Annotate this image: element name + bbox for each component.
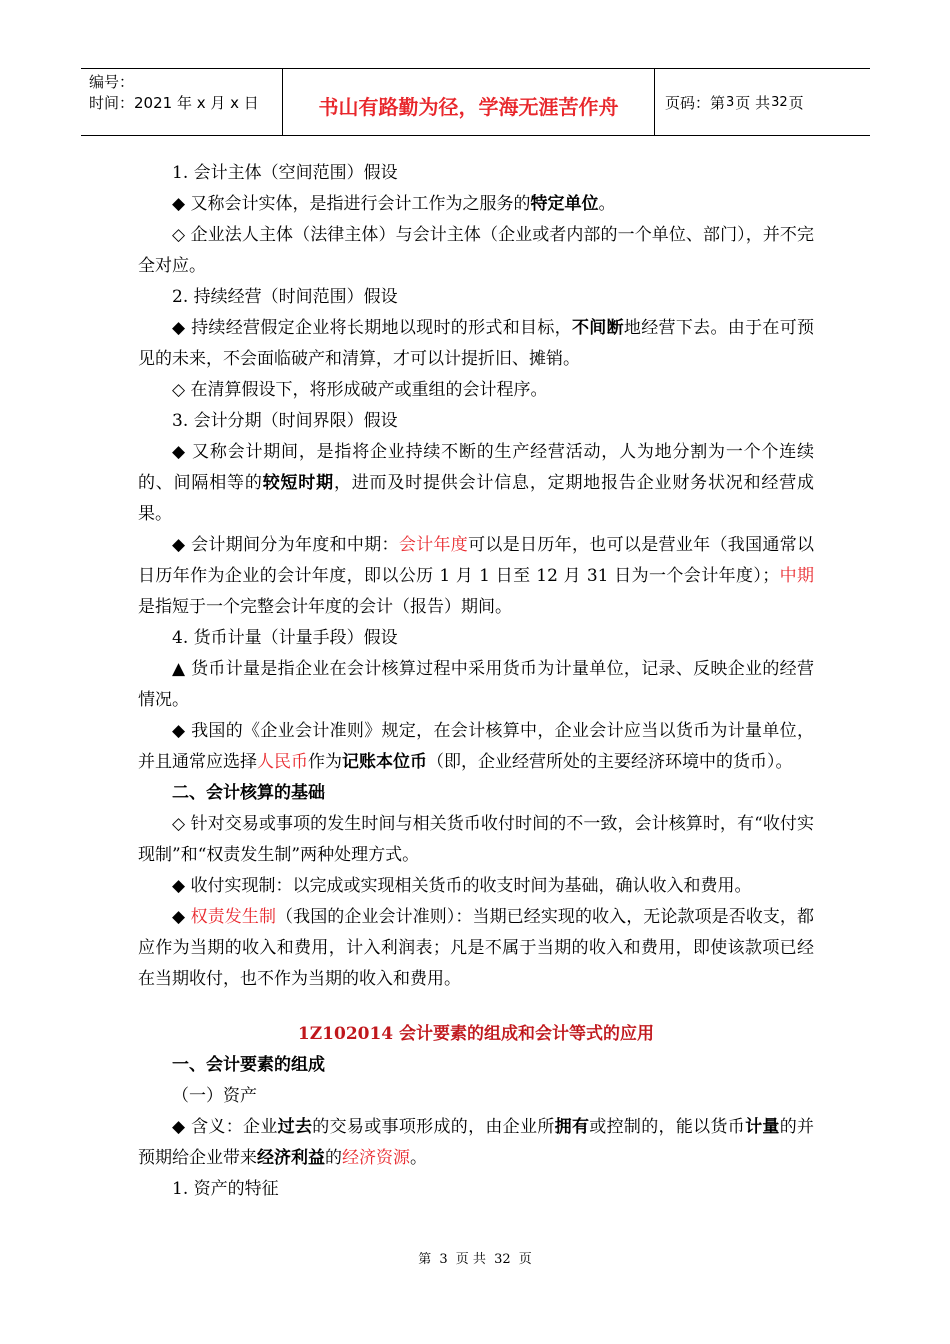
heading-elements: 一、会计要素的组成	[172, 1055, 325, 1075]
bold-term: 拥有	[554, 1117, 590, 1137]
header-motto: 书山有路勤为径，学海无涯苦作舟	[283, 69, 655, 135]
bold-term: 记账本位币	[342, 752, 427, 772]
footer-total-pages: 32	[494, 1252, 511, 1267]
text-span: （即，企业经营所处的主要经济环境中的货币）。	[427, 752, 793, 772]
header-page-current: 3	[726, 94, 735, 110]
bold-term: 计量	[745, 1117, 780, 1137]
text-span: 。	[410, 1148, 427, 1168]
document-body	[138, 158, 814, 1205]
paragraph-period-types	[138, 530, 814, 623]
paragraph-accrual-basis	[138, 902, 814, 995]
section-title: 1Z102014 会计要素的组成和会计等式的应用	[297, 1024, 655, 1044]
subsection-accounting-period: 3. 会计分期（时间界限）假设	[172, 411, 398, 431]
text-span: 地经营下去。由于在可预见的未来，不会面临破产和清算，才可以计提折旧、摊销。	[138, 318, 815, 369]
page-footer	[0, 1248, 950, 1267]
footer-prefix: 第	[418, 1252, 432, 1267]
header-page-prefix: 页码：第	[665, 93, 726, 112]
spacer	[138, 995, 814, 1019]
text-span: ◆ 含义：企业	[172, 1117, 278, 1137]
document-date-label: 时间：2021 年 x 月 x 日	[89, 94, 259, 112]
bold-term: 经济利益	[257, 1148, 325, 1168]
paragraph-cash-basis: ◆ 收付实现制：以完成或实现相关货币的收支时间为基础，确认收入和费用。	[172, 876, 752, 896]
highlight-term: 中期	[779, 566, 815, 586]
paragraph-reporting-currency	[138, 716, 814, 778]
bold-term: 过去	[277, 1117, 313, 1137]
text-span: 作为	[308, 752, 342, 772]
header-meta-cell	[81, 69, 283, 135]
paragraph-legal-entity: ◇ 企业法人主体（法律主体）与会计主体（企业或者内部的一个单位、部门），并不完全对应。	[138, 225, 814, 276]
footer-mid: 页 共	[455, 1252, 486, 1267]
text-span: 可以是日历年，也可以是营业年（我国通常以日历年作为企业的会计年度，即以公历 1 月 1 日至 12 月 31 日为一个会计年度）；	[138, 535, 815, 586]
bold-term: 不间断	[571, 318, 624, 338]
header-page-suffix: 页	[788, 93, 804, 112]
highlight-term: 人民币	[257, 752, 308, 772]
text-span: ◆ 又称会计期间，是指将企业持续不断的生产经营活动，人为地分割为一个个连续的、间隔相等的	[138, 442, 814, 493]
paragraph-basis-intro: ◇ 针对交易或事项的发生时间与相关货币收付时间的不一致，会计核算时，有“收付实现制”和“权责发生制”两种处理方式。	[138, 814, 814, 865]
footer-suffix: 页	[518, 1252, 532, 1267]
text-span: 。	[598, 194, 616, 214]
text-span: 或控制的，能以货币	[589, 1117, 746, 1137]
text-span: （我国的企业会计准则）：当期已经实现的收入，无论款项是否收支，都应作为当期的收入和费用，计入利润表；凡是不属于当期的收入和费用，即使该款项已经在当期收付，也不作为当期的收入和费用。	[138, 907, 815, 989]
text-span: ◆	[172, 907, 191, 927]
header-page-total: 32	[771, 94, 788, 110]
text-span: 是指短于一个完整会计年度的会计（报告）期间。	[138, 597, 512, 617]
paragraph-period-definition	[138, 437, 814, 530]
paragraph-asset-definition	[138, 1112, 814, 1174]
text-span: ◆ 我国的《企业会计准则》规定，在会计核算中，企业会计应当以货币为计量单位，并且通常应选择	[138, 721, 814, 772]
subsection-going-concern: 2. 持续经营（时间范围）假设	[172, 287, 398, 307]
heading-assets: （一）资产	[172, 1086, 257, 1106]
subsection-asset-features: 1. 资产的特征	[172, 1179, 279, 1199]
paragraph-entity-definition	[138, 189, 814, 220]
text-span: ，进而及时提供会计信息，定期地报告企业财务状况和经营成果。	[138, 473, 815, 524]
highlight-term: 权责发生制	[190, 907, 277, 927]
text-span: 的交易或事项形成的，由企业所	[312, 1117, 555, 1137]
text-span: ◆ 又称会计实体，是指进行会计工作为之服务的	[172, 194, 531, 214]
text-span: ◆ 会计期间分为年度和中期：	[172, 535, 399, 555]
text-span: 的	[325, 1148, 342, 1168]
paragraph-monetary-definition: ▲ 货币计量是指企业在会计核算过程中采用货币为计量单位，记录、反映企业的经营情况。	[138, 659, 814, 710]
text-span: ◆ 持续经营假定企业将长期地以现时的形式和目标，	[172, 318, 572, 338]
paragraph-going-concern	[138, 313, 814, 375]
highlight-term: 经济资源	[342, 1148, 410, 1168]
subsection-accounting-entity: 1. 会计主体（空间范围）假设	[172, 163, 398, 183]
paragraph-liquidation: ◇ 在清算假设下，将形成破产或重组的会计程序。	[172, 380, 548, 400]
subsection-monetary-unit: 4. 货币计量（计量手段）假设	[172, 628, 398, 648]
bold-term: 较短时期	[262, 473, 334, 493]
document-header	[81, 68, 870, 136]
highlight-term: 会计年度	[398, 535, 469, 555]
header-page-info	[655, 69, 870, 135]
heading-accounting-basis: 二、会计核算的基础	[172, 783, 325, 803]
bold-term: 特定单位	[530, 194, 599, 214]
footer-current-page: 3	[439, 1252, 448, 1267]
text-span: 的并预期给企业带来	[138, 1117, 815, 1168]
document-number-label: 编号：	[89, 73, 135, 91]
header-page-mid: 页 共	[735, 93, 771, 112]
